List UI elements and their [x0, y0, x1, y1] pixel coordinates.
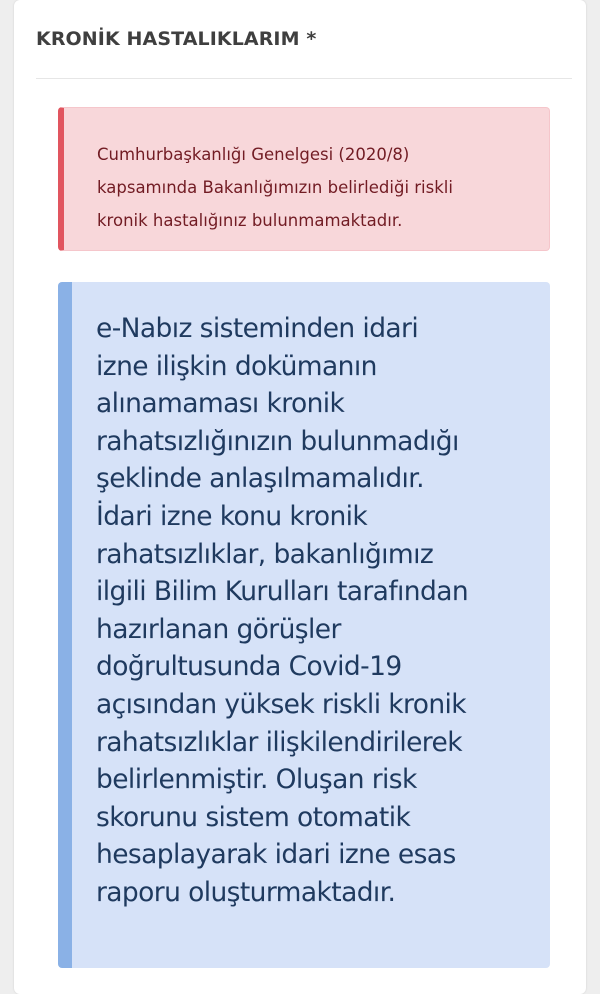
section-title: KRONİK HASTALIKLARIM *: [36, 28, 317, 50]
chronic-diseases-card: [14, 0, 586, 994]
danger-alert-text: Cumhurbaşkanlığı Genelgesi (2020/8) kapsamında Bakanlığımızın belirlediği riskli kronik hastalığınız bulunmamaktadır.: [97, 145, 453, 230]
title-divider: [36, 78, 572, 79]
info-alert-text: e-Nabız sisteminden idari izne ilişkin dokümanın alınamaması kronik rahatsızlığınızın bulunmadığı şeklinde anlaşılmamalıdır. İdari izne konu kronik rahatsızlıklar, bakanlığımız ilgili Bilim Kurulları tarafından hazırlanan görüşler doğrultusunda Covid-19 açısından yüksek riskli kronik rahatsızlıklar ilişkilendirilerek belirlenmiştir. Oluşan risk skorunu sistem otomatik hesaplayarak idari izne esas raporu oluşturmaktadır.: [96, 313, 469, 908]
enabiz-info-alert: [58, 282, 550, 968]
no-chronic-disease-alert: [58, 107, 550, 251]
